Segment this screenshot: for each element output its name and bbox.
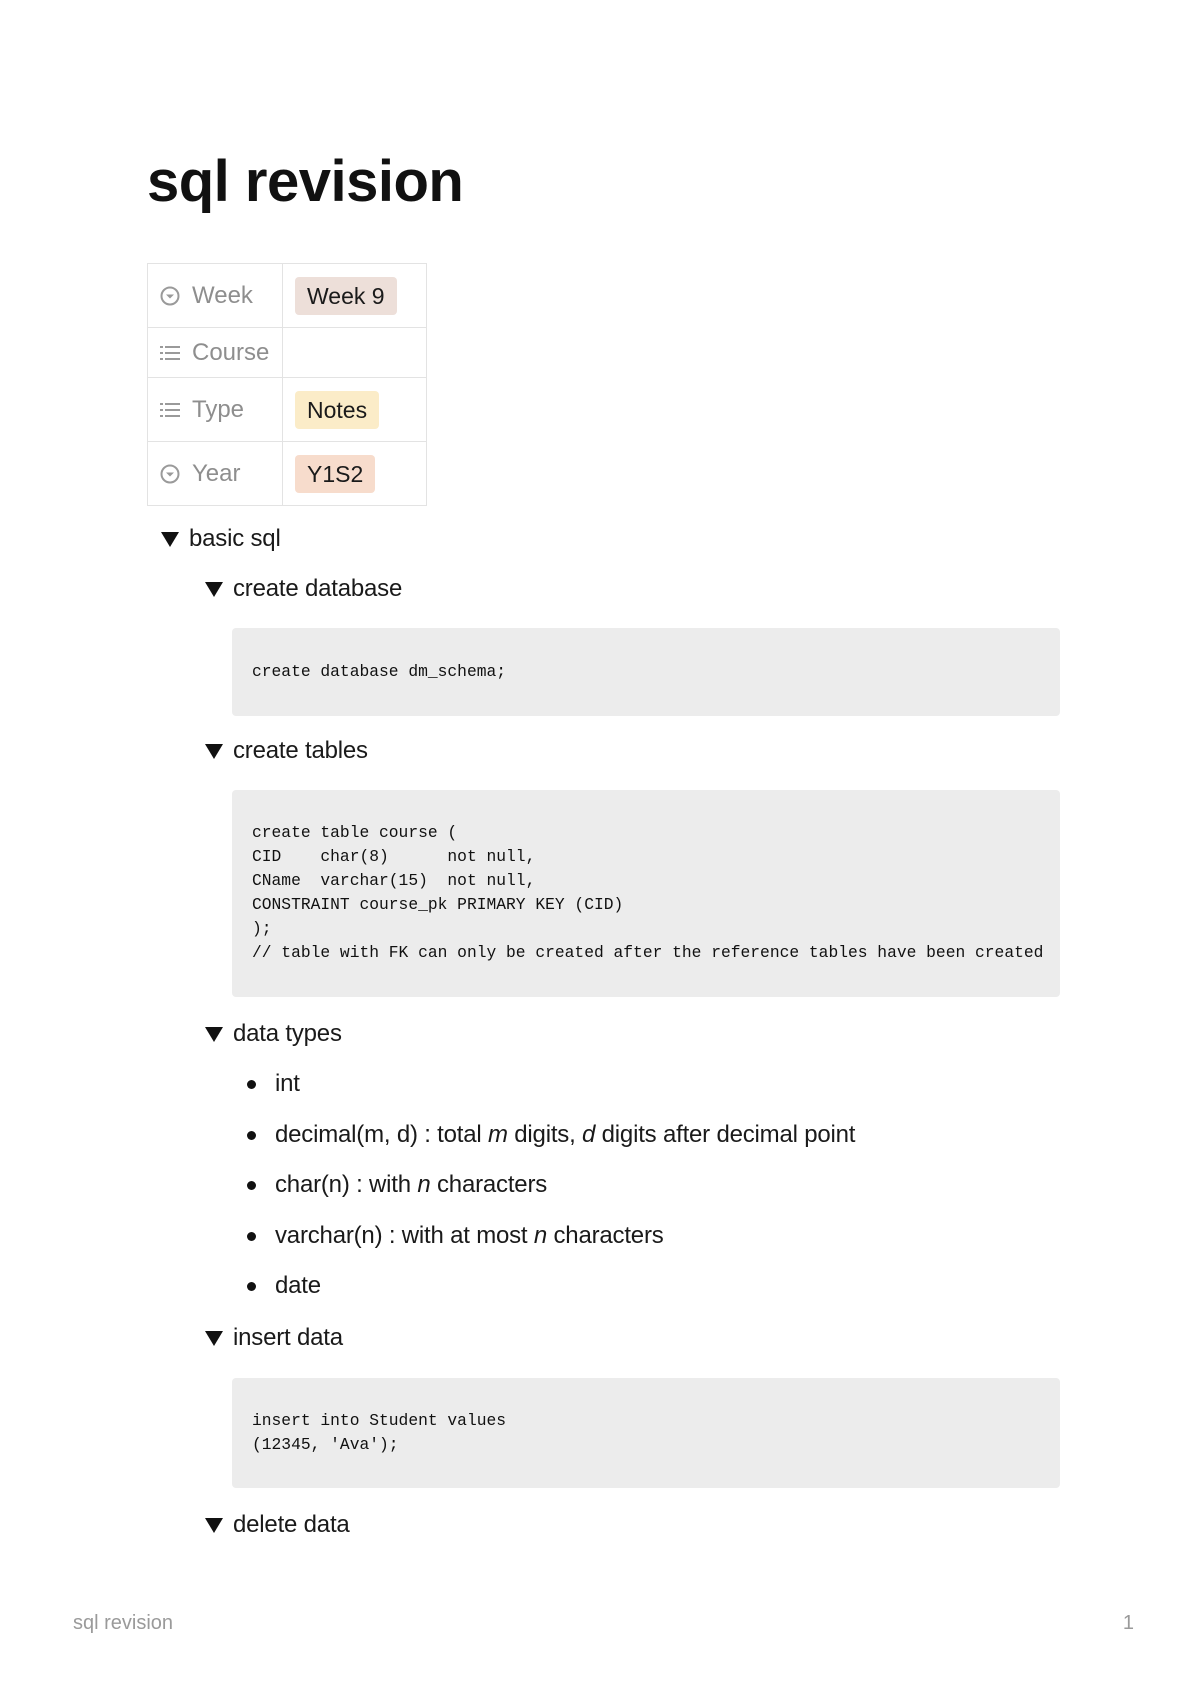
triangle-down-icon[interactable]	[161, 532, 179, 547]
toggle-data-types[interactable]	[205, 1020, 342, 1048]
select-icon	[160, 464, 180, 484]
list-item-italic: d	[582, 1120, 596, 1148]
property-key	[148, 378, 283, 442]
list-item	[247, 1066, 855, 1117]
property-key-label: Course	[192, 338, 270, 366]
triangle-down-icon[interactable]	[205, 744, 223, 759]
type-tag[interactable]: Notes	[295, 391, 379, 429]
property-key-label: Year	[192, 459, 241, 487]
bullet-icon	[247, 1131, 256, 1140]
toggle-label: delete data	[233, 1511, 350, 1538]
property-key	[148, 328, 283, 378]
footer-title: sql revision	[73, 1612, 174, 1634]
week-tag[interactable]: Week 9	[295, 277, 397, 315]
list-item-text: digits,	[507, 1120, 583, 1148]
property-key-label: Week	[192, 281, 253, 309]
year-tag[interactable]: Y1S2	[295, 455, 375, 493]
toggle-insert-data[interactable]	[205, 1324, 343, 1352]
bullet-icon	[247, 1080, 256, 1089]
property-row-type	[148, 378, 427, 442]
toggle-create-tables[interactable]	[205, 737, 368, 765]
properties-table	[147, 263, 427, 506]
property-row-year	[148, 442, 427, 506]
list-item-text: varchar(n) : with at most	[275, 1221, 534, 1249]
list-item	[247, 1268, 855, 1319]
toggle-label: basic sql	[189, 525, 281, 552]
triangle-down-icon[interactable]	[205, 1027, 223, 1042]
list-item	[247, 1167, 855, 1218]
footer-page-number: 1	[1122, 1612, 1134, 1634]
list-item-italic: m	[488, 1120, 508, 1148]
toggle-label: data types	[233, 1020, 342, 1047]
select-icon	[160, 286, 180, 306]
list-item-text: characters	[430, 1171, 548, 1198]
bullet-icon	[247, 1181, 256, 1190]
list-item-text: characters	[547, 1221, 664, 1249]
property-value[interactable]	[283, 442, 427, 506]
toggle-create-database[interactable]	[205, 575, 402, 603]
triangle-down-icon[interactable]	[205, 1518, 223, 1533]
list-icon	[160, 343, 180, 363]
code-block-create-tables[interactable]: create table course ( CID char(8) not null, CName varchar(15) not null, CONSTRAINT course_pk PRIMARY KEY (CID) ); // table with FK can only be created after the reference tables have been created	[232, 790, 1060, 997]
property-key	[148, 442, 283, 506]
toggle-delete-data[interactable]	[205, 1511, 350, 1539]
toggle-basic-sql[interactable]	[161, 525, 281, 553]
property-key	[148, 264, 283, 328]
page-title: sql revision	[147, 149, 464, 214]
bullet-icon	[247, 1232, 256, 1241]
code-block-create-database[interactable]: create database dm_schema;	[232, 628, 1060, 716]
triangle-down-icon[interactable]	[205, 1331, 223, 1346]
code-block-insert-data[interactable]: insert into Student values (12345, 'Ava');	[232, 1378, 1060, 1488]
triangle-down-icon[interactable]	[205, 582, 223, 597]
bullet-icon	[247, 1282, 256, 1291]
list-item	[247, 1218, 855, 1269]
toggle-label: insert data	[233, 1324, 343, 1351]
property-key-label: Type	[192, 395, 245, 423]
property-value[interactable]	[283, 264, 427, 328]
list-item-text: char(n) : with	[275, 1171, 418, 1198]
property-row-course	[148, 328, 427, 378]
toggle-label: create tables	[233, 737, 368, 764]
property-row-week	[148, 264, 427, 328]
list-item-text: int	[275, 1070, 300, 1097]
toggle-label: create database	[233, 575, 403, 602]
data-types-list	[247, 1066, 855, 1319]
list-item-italic: n	[533, 1221, 548, 1249]
list-item-text: date	[275, 1272, 321, 1299]
list-icon	[160, 400, 180, 420]
list-item-italic: n	[417, 1171, 431, 1198]
list-item-text: digits after decimal point	[595, 1120, 856, 1148]
property-value[interactable]	[283, 378, 427, 442]
list-item-text: decimal(m, d) : total	[275, 1120, 488, 1148]
list-item	[247, 1117, 855, 1168]
property-value[interactable]	[283, 328, 427, 378]
